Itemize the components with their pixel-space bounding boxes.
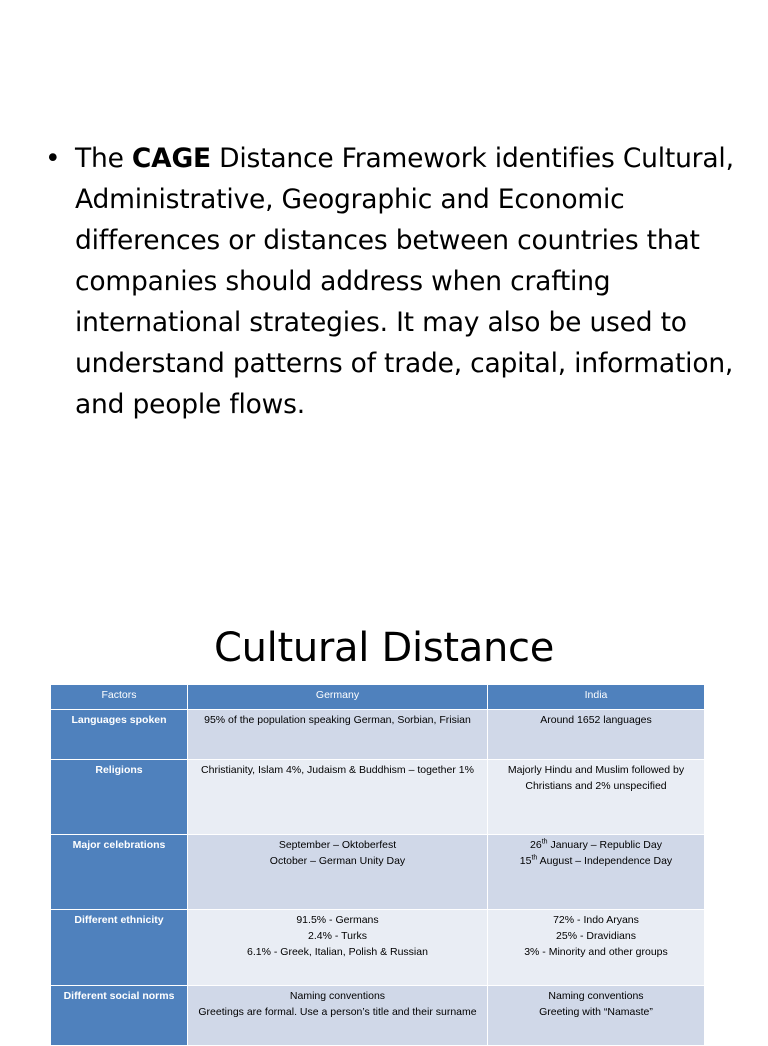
table-row (51, 835, 705, 910)
cell-line: Christianity, Islam 4%, Judaism & Buddhism – together 1% (201, 764, 474, 776)
factor-cell: Languages spoken (51, 710, 188, 760)
bullet-text (75, 138, 735, 425)
cell-line: 2.4% - Turks (308, 930, 367, 942)
factor-cell: Different ethnicity (51, 910, 188, 986)
cell-line: Greetings are formal. Use a person’s title and their surname (198, 1006, 477, 1018)
table-row (51, 910, 705, 986)
bullet-prefix: The (75, 143, 132, 174)
germany-cell (188, 760, 488, 835)
date-day: 26 (530, 839, 542, 851)
germany-cell (188, 710, 488, 760)
cell-line: 3% - Minority and other groups (524, 946, 668, 958)
bullet-rest: Distance Framework identifies Cultural, Administrative, Geographic and Economic differences or distances between countries that companies should address when crafting international strategies. It may also be used to understand patterns of trade, capital, information, and people flows. (75, 143, 734, 420)
india-cell (488, 986, 705, 1046)
cell-line: Majorly Hindu and Muslim followed by (507, 764, 685, 776)
germany-cell (188, 986, 488, 1046)
table-row (51, 986, 705, 1046)
bullet-paragraph (45, 138, 735, 425)
date-day: 15 (519, 855, 532, 867)
bullet-dot-icon: • (45, 143, 61, 174)
table-row (51, 710, 705, 760)
cell-line: 72% - Indo Aryans (553, 914, 639, 926)
table-header-row (51, 685, 705, 710)
date-text: August – Independence Day (537, 855, 673, 867)
cell-line: Christians and 2% unspecified (525, 780, 667, 792)
date-text: January – Republic Day (547, 839, 662, 851)
cell-line (492, 837, 700, 853)
cell-line: 25% - Dravidians (556, 930, 636, 942)
cell-line: 91.5% - Germans (296, 914, 379, 926)
date-suffix: th (531, 854, 538, 862)
india-cell (488, 710, 705, 760)
cell-line: Naming conventions (289, 990, 386, 1002)
factor-cell: Different social norms (51, 986, 188, 1046)
germany-cell (188, 910, 488, 986)
cell-line: Around 1652 languages (540, 714, 652, 726)
cell-line: 95% of the population speaking German, Sorbian, Frisian (204, 714, 471, 726)
cell-line: September – Oktoberfest (278, 839, 397, 851)
table-row (51, 760, 705, 835)
cell-line: October – German Unity Day (269, 855, 406, 867)
cultural-distance-table (50, 684, 705, 1046)
india-cell (488, 835, 705, 910)
section-title: Cultural Distance (213, 625, 555, 671)
header-india: India (488, 685, 705, 710)
header-germany: Germany (188, 685, 488, 710)
header-factors: Factors (51, 685, 188, 710)
india-cell (488, 760, 705, 835)
cage-bold-term: CAGE (131, 143, 211, 174)
cell-line: 6.1% - Greek, Italian, Polish & Russian (247, 946, 428, 958)
cell-line: Greeting with “Namaste” (539, 1006, 653, 1018)
india-cell (488, 910, 705, 986)
cell-line: Naming conventions (548, 990, 644, 1002)
cell-line (492, 853, 700, 869)
germany-cell (188, 835, 488, 910)
factor-cell: Religions (51, 760, 188, 835)
factor-cell: Major celebrations (51, 835, 188, 910)
date-suffix: th (541, 838, 548, 846)
